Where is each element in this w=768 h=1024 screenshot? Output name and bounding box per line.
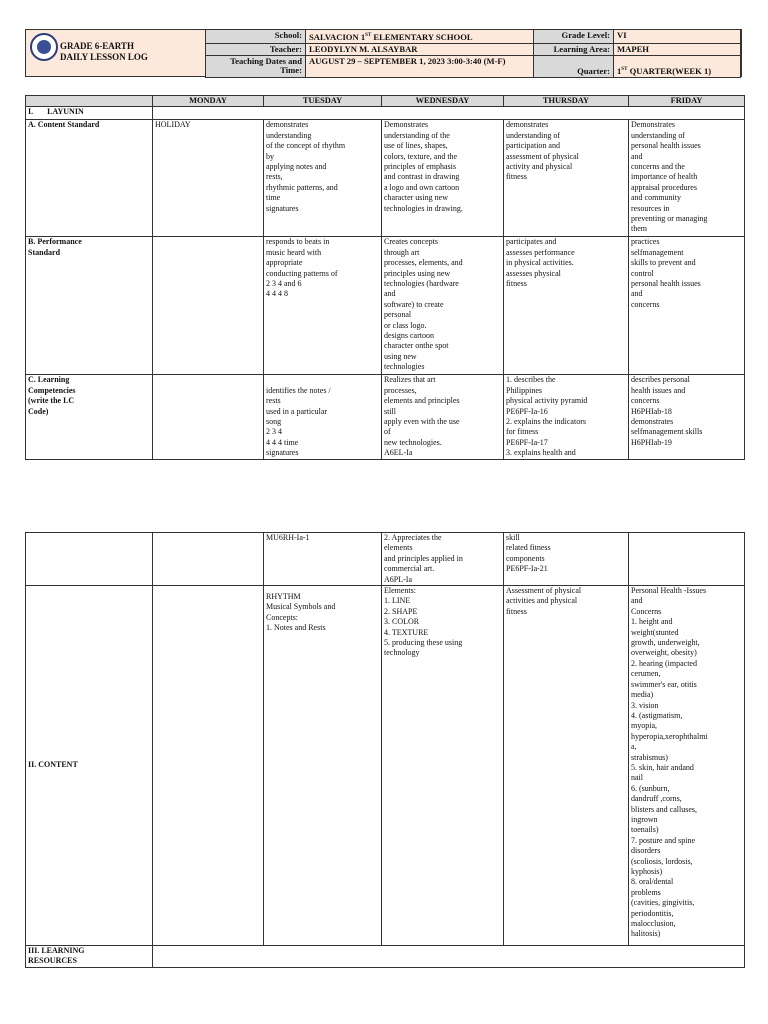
cell-competency-wed: Realizes that art processes, elements and principles still apply even with the use of new technologies. A6EL-Ia [382, 375, 504, 460]
cont-cell-wed: 2. Appreciates the elements and principles applied in commercial art. A6PL-Ia [382, 533, 504, 586]
day-tuesday: TUESDAY [264, 96, 382, 107]
day-monday: MONDAY [153, 96, 264, 107]
cell-content-fri: Demonstrates understanding of personal health issues and concerns and the importance of health appraisal procedures and community resources in preventing or managing them [629, 120, 745, 237]
teacher-value: LEODYLYN M. ALSAYBAR [306, 43, 534, 55]
cont-cell-mon [153, 533, 264, 586]
grade-level-label: Grade Level: [534, 30, 614, 44]
cell-content-mon: HOLIDAY [153, 120, 264, 237]
lesson-log-table [25, 95, 745, 460]
section-layunin-span [153, 107, 745, 120]
cell-competency-tue: identifies the notes / rests used in a particular song 2 3 4 4 4 4 time signatures [264, 375, 382, 460]
cell-performance-fri: practices selfmanagement skills to prevent and control personal health issues and concerns [629, 237, 745, 375]
cell-content-tue: demonstrates understanding of the concept of rhythm by applying notes and rests, rhythmic patterns, and time signatures [264, 120, 382, 237]
day-wednesday: WEDNESDAY [382, 96, 504, 107]
cell-performance-tue: responds to beats in music heard with appropriate conducting patterns of 2 3 4 and 6 4 4 4 8 [264, 237, 382, 375]
quarter-value: 1ST QUARTER(WEEK 1) [614, 55, 741, 77]
cell-ii-thu: Assessment of physical activities and physical fitness [504, 586, 629, 946]
header-info-table [205, 29, 741, 78]
row-label-learning-competencies: C. Learning Competencies (write the LC Code) [26, 375, 153, 460]
day-thursday: THURSDAY [504, 96, 629, 107]
cell-ii-fri: Personal Health -Issues and Concerns 1. height and weight(stunted growth, underweight, overweight, obesity) 2. hearing (impacted cerumen, swimmer's ear, otitis media) 3. vision 4. (astigmatism, myopia, hyperopia,xerophthalmi a, strabismus) 5. skin, hair andand nail 6. (sunburn, dandruff ,corns, blisters and calluses, ingrown toenails) 7. posture and spine disorders (scoliosis, lordosis, kyphosis) 8. oral/dental problems (cavities, gingivitis, periodontitis, malocclusion, halitosis) [629, 586, 745, 946]
school-value: SALVACION 1ST ELEMENTARY SCHOOL [306, 30, 534, 44]
cell-competency-mon [153, 375, 264, 460]
cell-competency-thu: 1. describes the Philippines physical activity pyramid PE6PF-Ia-16 2. explains the indicators for fitness PE6PF-Ia-17 3. explains health and [504, 375, 629, 460]
section-layunin: I. LAYUNIN [26, 107, 153, 120]
cell-ii-tue: RHYTHM Musical Symbols and Concepts: 1. Notes and Rests [264, 586, 382, 946]
cont-cell-tue: MU6RH-Ia-1 [264, 533, 382, 586]
cell-performance-mon [153, 237, 264, 375]
header-title [60, 41, 210, 63]
learning-resources-span [153, 946, 745, 968]
row-label-content-standard: A. Content Standard [26, 120, 153, 237]
day-friday: FRIDAY [629, 96, 745, 107]
cell-content-wed: Demonstrates understanding of the use of lines, shapes, colors, texture, and the principles of emphasis and contrast in drawing a logo and own cartoon character using new technologies in drawing. [382, 120, 504, 237]
cell-performance-thu: participates and assesses performance in physical activities. assesses physical fitness [504, 237, 629, 375]
teacher-label: Teacher: [206, 43, 306, 55]
dates-label: Teaching Dates and Time: [206, 55, 306, 77]
row-label-learning-resources: III. LEARNING RESOURCES [26, 946, 153, 968]
grade-title: GRADE 6-EARTH [60, 41, 134, 51]
grade-level-value: VI [614, 30, 741, 44]
row-label-performance-standard: B. Performance Standard [26, 237, 153, 375]
dates-value: AUGUST 29 – SEPTEMBER 1, 2023 3:00-3:40 (M-F) [306, 55, 534, 77]
lesson-log-table-continued [25, 532, 745, 968]
cont-cell-thu: skill related fitness components PE6PF-Ia-21 [504, 533, 629, 586]
cont-cell-fri [629, 533, 745, 586]
row-label-content: II. CONTENT [26, 586, 153, 946]
quarter-label: Quarter: [534, 55, 614, 77]
cont-cell-label [26, 533, 153, 586]
learning-area-label: Learning Area: [534, 43, 614, 55]
school-label: School: [206, 30, 306, 44]
cell-ii-wed: Elements: 1. LINE 2. SHAPE 3. COLOR 4. TEXTURE 5. producing these using technology [382, 586, 504, 946]
cell-performance-wed: Creates concepts through art processes, elements, and principles using new technologies (hardware and software) to create personal or class logo. designs cartoon character onthe spot using new technologies [382, 237, 504, 375]
cell-content-thu: demonstrates understanding of participation and assessment of physical activity and physical fitness [504, 120, 629, 237]
deped-seal-icon [30, 33, 58, 61]
corner-cell [26, 96, 153, 107]
cell-ii-mon [153, 586, 264, 946]
learning-area-value: MAPEH [614, 43, 741, 55]
log-title: DAILY LESSON LOG [60, 52, 148, 62]
cell-competency-fri: describes personal health issues and concerns H6PHIab-18 demonstrates selfmanagement skills H6PHIab-19 [629, 375, 745, 460]
